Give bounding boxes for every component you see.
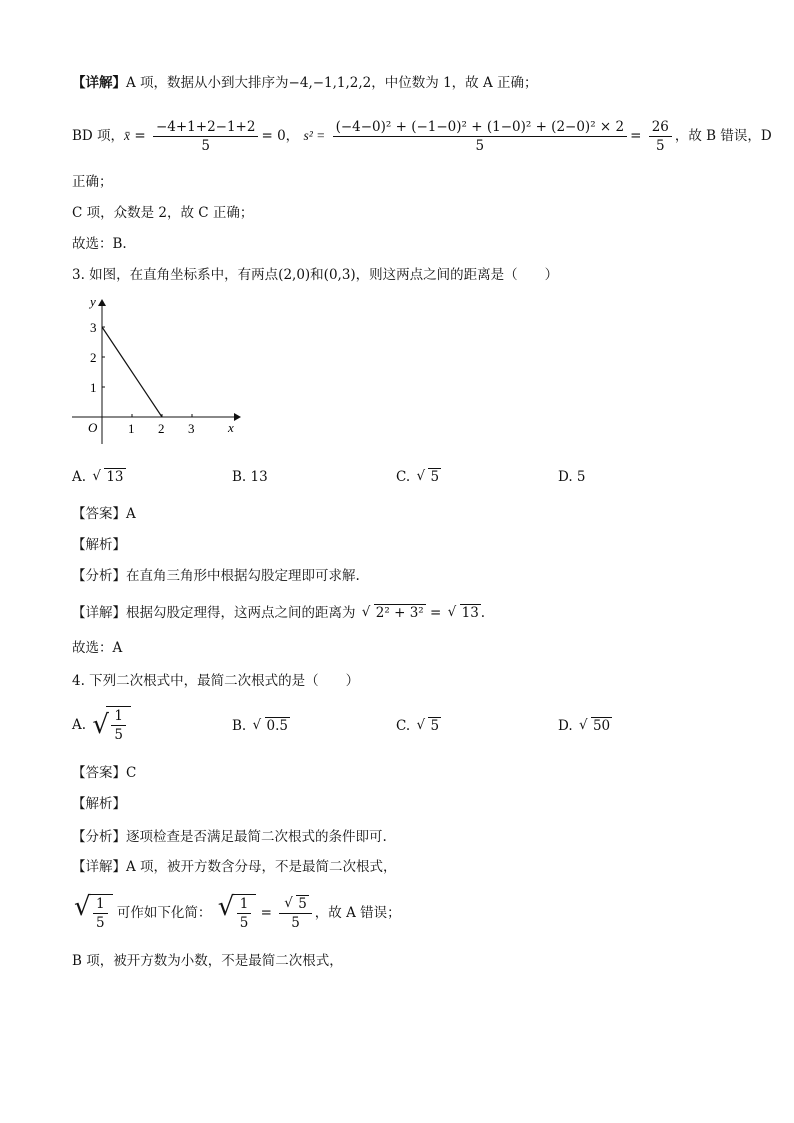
q4-answer: 【答案】C [72,765,137,781]
q2-bd-cont: 正确； [72,174,113,190]
option-a-label: A. [72,469,87,485]
detail-label: 【详解】 [72,75,126,91]
radical-sign: √ [217,892,235,922]
q2-choice: 故选：B. [72,236,127,252]
result-radicand: 5 [298,896,307,912]
sqrt-expression [416,718,441,734]
detail-result: 13 [461,605,479,621]
segment-line [102,327,162,417]
q2-bd-line: BD 项，x̄ = $\frac{-4+1+2-1+2}{5}$ = 0， s² = $\frac{\text{(−4−0)² + (−1−0)² + (1−0)² + (2−0)² × 2}}{5}$ = $\frac{26}{5}$ ，故 B 错误，D [72,119,772,154]
q4-simplify-line [72,894,401,932]
fraction-den: 5 [114,727,123,743]
q4-option-c[interactable] [396,718,441,734]
origin-label: O [88,420,98,435]
variance-eq: = [630,128,642,144]
q2-c-item: C 项，众数是 2，故 C 正确； [72,205,254,221]
sqrt-expression [416,469,441,485]
q4-option-b[interactable] [232,718,290,734]
q4-analysis: 【分析】逐项检查是否满足最简二次根式的条件即可. [72,829,387,845]
q4-stem: 4. 下列二次根式中，最简二次根式的是（ ） [72,673,360,689]
fraction-den: 5 [239,915,249,931]
option-c-label: C. [396,469,411,485]
radical-sign: √ [416,468,426,484]
option-d-radicand: 50 [592,718,611,734]
fraction-num: 1 [237,895,252,914]
q4-analysis-title: 【解析】 [72,796,126,812]
mean-fraction [153,118,259,155]
detail-prefix: 【详解】根据勾股定理得，这两点之间的距离为 [72,605,356,621]
variance-result-den: 5 [656,138,665,154]
q3-option-b[interactable]: B. 13 [232,469,268,485]
q3-analysis-title: 【解析】 [72,537,126,553]
radical-sign: √ [92,468,101,484]
fraction [111,707,126,744]
x-tick-label-1: 1 [128,421,135,436]
variance-numerator: (−4−0)² + (−1−0)² + (1−0)² + (2−0)² × 2 [333,118,628,137]
option-c-radicand: 5 [430,469,440,485]
sqrt-expression [92,469,125,485]
simplify-result [279,895,312,932]
sqrt-expression [253,718,290,734]
y-tick-label-1: 1 [90,380,97,395]
fraction-den: 5 [96,915,105,931]
x-tick-label-3: 3 [188,421,195,436]
option-c-radicand: 5 [430,718,440,734]
x-axis-label: x [228,420,234,435]
q3-coordinate-graph [66,292,246,452]
q4-option-a[interactable] [72,706,131,744]
fraction-num: 1 [93,895,108,914]
mean-numerator: −4+1+2−1+2 [153,118,259,137]
radical-sign: √ [92,710,109,740]
mean-result: = 0， [261,128,300,144]
variance-denominator: 5 [475,138,485,154]
simplify-eq: = [260,905,272,921]
radical-sign: √ [284,895,293,911]
radical-sign: √ [74,892,91,922]
q3-option-c[interactable] [396,469,441,485]
y-axis-arrow [98,299,106,306]
fraction-num: 1 [111,707,126,726]
detail-eq: = [430,605,442,621]
q4-detail: 【详解】A 项，被开方数含分母，不是最简二次根式， [72,859,397,875]
radical-sign: √ [578,717,588,733]
sqrt-expression [448,604,481,622]
variance-lhs: s² = [303,128,326,143]
y-axis-label: y [90,294,96,309]
sqrt-fraction [92,706,131,744]
mean-denominator: 5 [201,138,210,154]
sqrt-fraction [74,894,113,932]
y-tick-label-2: 2 [90,350,97,365]
q3-detail [72,604,485,622]
q4-option-d[interactable] [558,718,612,734]
variance-result [649,118,672,155]
sqrt-fraction [218,894,257,932]
x-tick-label-2: 2 [158,421,165,436]
simplify-text: 可作如下化简： [116,905,212,921]
result-den: 5 [291,915,300,931]
q3-option-a[interactable] [72,469,126,485]
fraction [237,895,252,932]
radical-sign: √ [361,604,371,620]
variance-result-num: 26 [649,118,672,137]
detail-a-text: A 项，数据从小到大排序为−4,−1,1,2,2，中位数为 1，故 A 正确； [126,75,538,91]
option-d-label: D. [558,718,573,734]
fraction [93,895,108,932]
bd-prefix: BD 项， [72,128,125,144]
y-tick-label-3: 3 [90,320,97,335]
mean-symbol: x̄ [124,128,131,143]
option-a-radicand: 13 [106,469,124,485]
q2-detail-a [72,74,538,92]
option-b-radicand: 0.5 [266,718,288,734]
q3-answer: 【答案】A [72,506,136,522]
radical-sign: √ [416,717,426,733]
q4-b-item: B 项，被开方数为小数，不是最简二次根式， [72,953,343,969]
option-c-label: C. [396,718,411,734]
variance-fraction [333,118,628,155]
q3-analysis: 【分析】在直角三角形中根据勾股定理即可求解. [72,568,360,584]
radical-sign: √ [252,717,262,733]
q3-stem: 3. 如图，在直角坐标系中，有两点(2,0)和(0,3)，则这两点之间的距离是（ ） [72,267,559,283]
sqrt-expression [284,895,309,913]
x-axis-arrow [234,413,241,421]
simplify-end: ，故 A 错误； [314,905,401,921]
sqrt-expression [579,718,612,734]
option-a-label: A. [72,717,87,733]
radical-sign: √ [447,604,457,620]
option-b-label: B. [232,718,247,734]
q3-choice: 故选：A [72,640,123,656]
detail-radicand: 2² + 3² [375,605,424,621]
q3-option-d[interactable]: D. 5 [558,469,586,485]
bd-suffix: ，故 B 错误，D [674,128,772,144]
detail-end: . [480,605,486,621]
sqrt-expression [362,604,426,622]
